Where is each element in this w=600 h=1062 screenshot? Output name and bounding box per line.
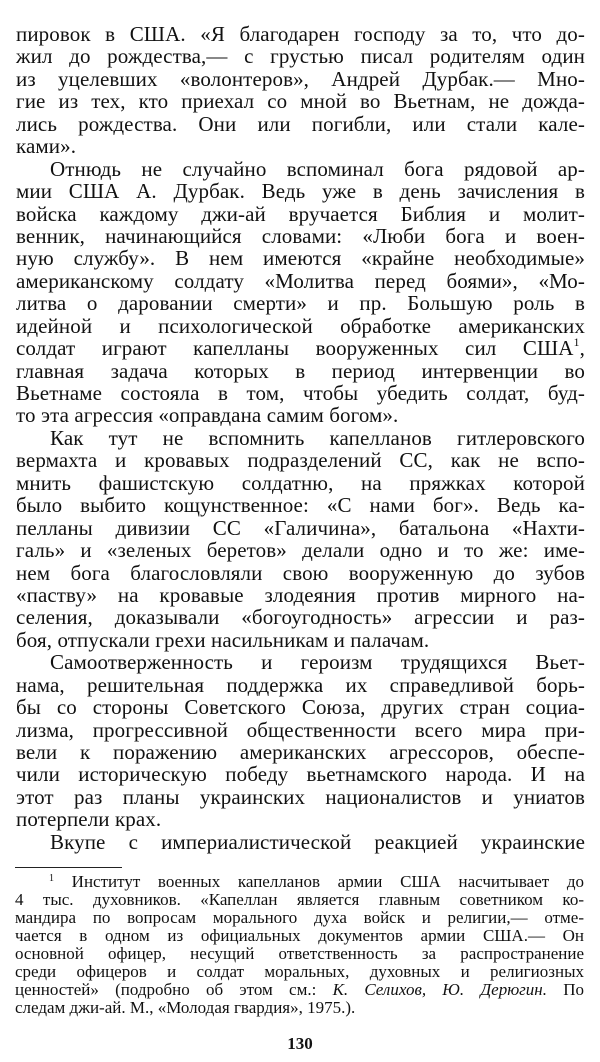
text-line (16, 584, 585, 606)
text-segment: Самоотверженность и героизм трудящихся Вьет- (50, 650, 585, 675)
text-line (16, 360, 585, 382)
text-segment: Вьетнаме состояла в том, чтобы убедить солдат, буд- (16, 381, 585, 405)
footnote-line (15, 945, 584, 963)
italic-text: К. Селихов, Ю. Дерюгин. (332, 980, 547, 999)
footnote-line (15, 981, 584, 999)
text-segment: из уцелевших «волонтеров», Андрей Дурбак.— Мно- (16, 66, 585, 91)
text-line (16, 539, 585, 561)
text-segment: потерпели крах. (16, 807, 162, 832)
footnote-marker[interactable]: 1 (49, 873, 54, 884)
text-segment: венник, начинающийся словами: «Люби бога и воен- (16, 223, 585, 248)
text-segment: литва о даровании смерти» и пр. Большую роль в (16, 291, 585, 316)
text-line (16, 763, 585, 785)
text-segment: По (547, 980, 585, 999)
main-text (16, 23, 585, 853)
text-segment: нем бога благословляли свою вооруженную до зубов (16, 560, 585, 585)
text-line (16, 786, 585, 808)
text-segment: «паству» на кровавые злодеяния против мирного на- (16, 582, 585, 607)
text-segment: галь» и «зеленых беретов» делали одно и то же: име- (16, 538, 585, 563)
text-line (16, 135, 585, 157)
text-segment: основной офицер, несущий ответственность за распространение (15, 944, 584, 963)
text-segment: вермахта и кровавых подразделений СС, как не вспо- (16, 448, 585, 473)
text-line (16, 808, 585, 830)
text-segment: ную службу». В нем имеются «крайне необходимые» (16, 246, 585, 271)
footnote-line (15, 963, 584, 981)
text-segment: было выбито кощунственное: «С нами бог». Ведь ка- (16, 493, 585, 518)
text-segment: мандира по вопросам морального духа войск и религии,— отме- (15, 908, 584, 927)
text-line (16, 449, 585, 471)
text-line (16, 629, 585, 651)
footnotes (15, 873, 584, 1017)
text-segment: главная задача которых в период интервенции во (16, 358, 585, 383)
footnote-marker[interactable]: 1 (573, 335, 580, 350)
text-segment: селения, доказывали «богоугодность» агрессии и раз- (16, 605, 585, 630)
text-line (16, 247, 585, 269)
text-segment: Отнюдь не случайно вспоминал бога рядовой ар- (50, 156, 585, 181)
text-segment: , (579, 336, 585, 361)
text-segment: пировок в США. «Я благодарен господу за то, что до- (16, 22, 585, 46)
text-segment: то эта агрессия «оправдана самим богом». (16, 403, 399, 428)
text-line (16, 158, 585, 180)
text-segment: мнить фашистскую солдатню, на пряжках которой (16, 470, 585, 495)
text-segment: следам джи-ай. М., «Молодая гвардия», 1975.). (15, 998, 356, 1017)
text-segment: бы со стороны Советского Союза, других стран социа- (16, 695, 585, 720)
text-segment: мии США А. Дурбак. Ведь уже в день зачисления в (16, 179, 585, 204)
text-segment: вели к поражению американских агрессоров, обеспе- (16, 740, 585, 764)
text-line (16, 651, 585, 673)
text-segment: среди офицеров и солдат моральных, духовных и религиозных (15, 962, 584, 981)
text-segment: солдат играют капелланы вооруженных сил США (16, 336, 574, 361)
text-segment: Вкупе с империалистической реакцией украинские (50, 829, 585, 854)
text-segment: войска каждому джи-ай вручается Библия и молит- (16, 201, 585, 226)
text-segment: этот раз планы украинских националистов и униатов (16, 784, 585, 809)
text-line (16, 203, 585, 225)
footnote-line (15, 909, 584, 927)
text-segment: жил до рождества,— с грустью писал родителям один (16, 44, 585, 69)
footnote-line (15, 999, 584, 1017)
text-line (16, 113, 585, 135)
text-segment: лизма, прогрессивной общественности всего мира при- (16, 717, 585, 742)
text-line (16, 606, 585, 628)
text-line (16, 719, 585, 741)
footnote-line (15, 873, 584, 891)
footnote-divider (15, 867, 122, 868)
text-line (16, 696, 585, 718)
text-segment: чили историческую победу вьетнамского народа. И на (16, 762, 585, 787)
text-line (16, 270, 585, 292)
text-line (16, 494, 585, 516)
text-segment: американскому солдату «Молитва перед боями», «Мо- (16, 268, 585, 293)
footnote-line (15, 891, 584, 909)
text-line (16, 337, 585, 359)
text-line (16, 180, 585, 202)
text-line (16, 404, 585, 426)
text-segment: пелланы дивизии СС «Галичина», батальона «Нахти- (16, 515, 585, 540)
text-line (16, 23, 585, 45)
text-line (16, 741, 585, 763)
text-segment: ценностей» (подробно об этом см.: (15, 980, 333, 999)
text-line (16, 562, 585, 584)
text-segment: идейной и психологической обработке американских (16, 313, 585, 338)
text-segment: чается в одном из официальных документов армии США.— Он (15, 926, 584, 945)
text-segment: лись рождества. Они или погибли, или стали кале- (16, 111, 585, 136)
text-line (16, 90, 585, 112)
text-segment: Как тут не вспомнить капелланов гитлеровского (50, 425, 585, 450)
text-segment: 4 тыс. духовников. «Капеллан является главным советником ко- (15, 890, 584, 909)
text-line (16, 68, 585, 90)
text-segment: нама, решительная поддержка их справедливой борь- (16, 672, 585, 697)
text-segment: боя, отпускали грехи насильникам и палачам. (16, 627, 430, 652)
text-line (16, 45, 585, 67)
footnote-line (15, 927, 584, 945)
text-line (16, 517, 585, 539)
page-number: 130 (287, 1034, 313, 1053)
text-segment: Институт военных капелланов армии США насчитывает до (54, 872, 584, 891)
text-line (16, 292, 585, 314)
text-segment: гие из тех, кто приехал со мной во Вьетнам, не дожда- (16, 89, 585, 114)
text-line (16, 315, 585, 337)
text-line (16, 427, 585, 449)
text-line (16, 382, 585, 404)
text-line (16, 225, 585, 247)
text-segment: ками». (16, 134, 77, 159)
text-line (16, 831, 585, 853)
text-line (16, 472, 585, 494)
text-line (16, 674, 585, 696)
